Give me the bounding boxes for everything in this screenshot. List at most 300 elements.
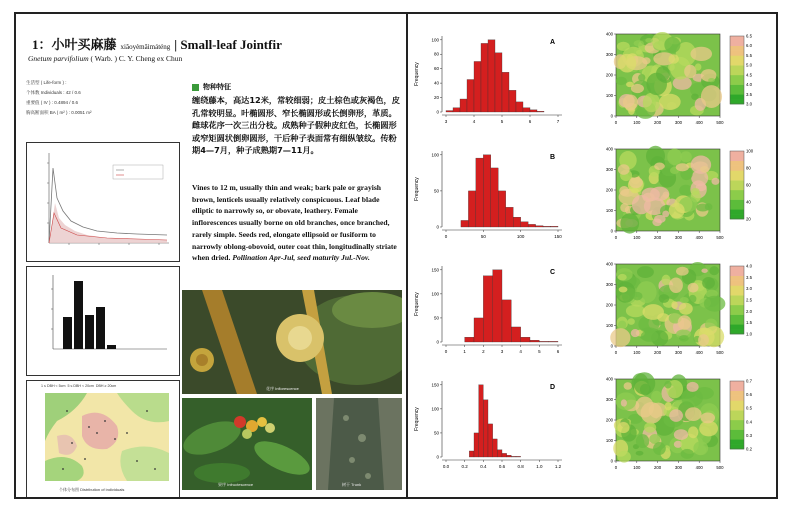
legend-tick-label: 40	[746, 199, 751, 205]
legend-band	[730, 430, 744, 435]
map-patch	[701, 85, 722, 108]
map-x-tick-label: 0	[614, 235, 618, 240]
map-y-tick-label: 300	[605, 52, 613, 57]
map-x-tick-label: 400	[695, 465, 703, 470]
legend-band	[730, 41, 744, 46]
legend-tick-label: 6.5	[746, 33, 752, 39]
map-patch	[620, 213, 639, 234]
legend-tick-label: 4.0	[746, 82, 752, 88]
map-patch	[620, 203, 629, 212]
hist-bar	[502, 72, 509, 112]
hist-ylabel: Frequency	[414, 62, 420, 86]
map-patch	[695, 63, 702, 70]
map-x-tick-label: 0	[614, 120, 618, 125]
map-patch	[644, 422, 656, 432]
trunk-photo	[316, 398, 402, 490]
map-patch	[631, 188, 639, 193]
hist-x-tick-label: 3	[444, 119, 448, 124]
map-y-tick-label: 100	[605, 208, 613, 213]
map-patch	[641, 330, 659, 342]
legend-band	[730, 300, 744, 305]
map-patch	[645, 38, 653, 43]
legend-band	[730, 170, 744, 175]
hist-bar	[511, 456, 516, 457]
map-patch	[676, 267, 689, 276]
fact-individuals: 个体数 Individuals : 42 / 0.6	[26, 90, 81, 95]
map-patch	[664, 381, 671, 389]
hist-y-tick-label: 0	[436, 109, 439, 115]
legend-tick-label: 0.3	[746, 432, 752, 438]
distribution-map	[27, 381, 179, 499]
hist-x-tick-label: 100	[516, 234, 525, 239]
hist-x-tick-label: 150	[554, 234, 562, 239]
hist-y-tick-label: 20	[433, 95, 439, 101]
hist-x-tick-label: 4	[519, 349, 522, 354]
legend-tick-label: 2.5	[746, 297, 752, 303]
map-patch	[610, 328, 630, 347]
map-patch	[659, 94, 681, 110]
legend-tick-label: 4.0	[746, 263, 752, 269]
legend-band	[730, 420, 744, 425]
legend-band	[730, 405, 744, 410]
map-y-tick-label: 0	[610, 228, 613, 234]
map-y-tick-label: 100	[605, 438, 613, 443]
map-y-tick-label: 100	[605, 93, 613, 98]
hist-y-tick-label: 100	[431, 37, 439, 43]
title-pinyin: xiǎoyèmǎimáténg	[120, 43, 171, 51]
map-patch	[626, 305, 645, 318]
legend-tick-label: 3.0	[746, 101, 752, 107]
map-patch	[636, 451, 644, 456]
legend-band	[730, 214, 744, 219]
map-patch	[623, 95, 638, 111]
legend-band	[730, 89, 744, 94]
legend-tick-label: 0.2	[746, 446, 752, 452]
legend-band	[730, 185, 744, 190]
hist-bar	[507, 455, 512, 457]
map-patch	[679, 335, 689, 342]
hist-bar	[460, 99, 467, 112]
map-patch	[618, 54, 636, 73]
map-patch	[691, 188, 700, 195]
hist-bar	[551, 226, 558, 227]
map-y-tick-label: 400	[605, 261, 613, 267]
map-patch	[634, 372, 656, 395]
map-patch	[681, 449, 694, 459]
legend-band	[730, 425, 744, 430]
map-y-tick-label: 200	[605, 187, 613, 193]
line-chart-svg	[27, 143, 179, 261]
legend-band	[730, 94, 744, 99]
map-patch	[628, 318, 635, 325]
map-patch	[676, 163, 689, 171]
scientific-name	[28, 54, 182, 63]
legend-band	[730, 319, 744, 324]
legend-band	[730, 156, 744, 161]
hist-x-tick-label: 3	[500, 349, 504, 354]
hist-bar	[469, 451, 474, 457]
hist-y-tick-label: 50	[433, 188, 439, 194]
hist-bar	[502, 453, 507, 457]
hist-x-tick-label: 0.4	[480, 464, 487, 469]
legend-band	[730, 305, 744, 310]
panel-letter: A	[550, 39, 556, 46]
hist-y-tick-label: 80	[433, 51, 439, 57]
map-x-tick-label: 100	[633, 235, 641, 240]
map-y-tick-label: 0	[610, 458, 613, 464]
photo-caption-inflorescence: 花序 Inflorescence	[266, 386, 299, 391]
legend-tick-label: 80	[746, 165, 751, 171]
map-patch	[636, 50, 642, 55]
legend-band	[730, 55, 744, 60]
hist-x-tick-label: 6	[528, 119, 532, 124]
species-authority: ( Warb. ) C. Y. Cheng ex Chun	[90, 54, 183, 63]
map-patch	[641, 402, 663, 424]
hist-bar	[476, 158, 483, 227]
legend-band	[730, 166, 744, 171]
legend-band	[730, 161, 744, 166]
hist-bar	[502, 300, 511, 342]
hist-bar	[549, 341, 558, 342]
hist-x-tick-label: 4	[472, 119, 476, 124]
hist-bar	[511, 327, 520, 342]
map-x-tick-label: 0	[614, 465, 618, 470]
map-patch	[643, 93, 660, 112]
hist-bar	[528, 224, 535, 227]
map-y-tick-label: 0	[610, 113, 613, 119]
panel-letter: B	[550, 154, 556, 161]
map-patch	[618, 274, 627, 281]
map-patch	[696, 203, 709, 211]
hist-x-tick-label: 1.0	[536, 464, 543, 469]
hist-x-tick-label: 5	[500, 119, 504, 124]
hist-bar	[536, 226, 543, 227]
legend-band	[730, 80, 744, 85]
hist-y-tick-label: 100	[431, 291, 439, 297]
panel-A	[414, 32, 753, 126]
map-patch	[654, 215, 666, 223]
legend-band	[730, 200, 744, 205]
map-x-tick-label: 400	[695, 350, 703, 355]
legend-band	[730, 386, 744, 391]
map-legend-item: 5 ≤ DBH < 20cm	[67, 384, 94, 388]
hist-x-tick-label: 2	[482, 349, 485, 354]
inflorescence-photo	[182, 290, 402, 394]
map-x-tick-label: 300	[674, 350, 682, 355]
map-patch	[668, 54, 679, 64]
map-patch	[700, 166, 709, 173]
map-patch	[711, 178, 719, 185]
map-x-tick-label: 100	[633, 465, 641, 470]
hist-y-tick-label: 50	[433, 430, 439, 436]
hist-x-tick-label: 0	[444, 349, 448, 354]
legend-tick-label: 4.5	[746, 72, 752, 78]
map-patch	[634, 40, 644, 46]
map-patch	[638, 74, 645, 81]
map-x-tick-label: 100	[633, 350, 641, 355]
hist-x-tick-label: 50	[480, 234, 486, 239]
hist-bar	[543, 226, 550, 227]
legend-tick-label: 2.0	[746, 308, 752, 314]
title-english: | Small-leaf Jointfir	[174, 37, 282, 52]
legend-tick-label: 3.0	[746, 286, 752, 292]
section-marker-icon	[192, 84, 199, 91]
legend-tick-label: 3.5	[746, 91, 752, 97]
hist-x-tick-label: 7	[556, 119, 560, 124]
distribution-map-box	[26, 380, 180, 499]
legend-tick-label: 20	[746, 216, 751, 222]
map-patch	[664, 37, 680, 53]
bar	[107, 345, 116, 349]
hist-bar	[468, 191, 475, 227]
hist-bar	[509, 90, 516, 112]
map-patch	[702, 277, 715, 289]
hist-bar	[481, 43, 488, 112]
map-x-tick-label: 500	[716, 465, 724, 470]
legend-band	[730, 70, 744, 75]
map-patch	[709, 266, 719, 275]
map-patch	[665, 402, 672, 411]
description-english-text: Vines to 12 m, usually thin and weak; bark pale or grayish brown, lenticels usually relatively conspicuous. Leaf blade elliptic to narrowly so, or obovate, leathery. Female inflorescences usually borne on old branches, once branched, rarely simple. Seeds red, elongate ellipsoid or fusiform to narrowly oblong-obovoid, outer coat thin, longitudinally striate when dried.	[192, 183, 397, 263]
map-patch	[643, 304, 664, 320]
legend-band	[730, 85, 744, 90]
hist-ylabel: Frequency	[414, 292, 420, 316]
legend-tick-label: 0.5	[746, 405, 752, 411]
map-patch	[690, 47, 712, 61]
legend-tick-label: 1.5	[746, 320, 752, 326]
map-patch	[636, 434, 649, 448]
legend-band	[730, 46, 744, 51]
legend-band	[730, 415, 744, 420]
hist-bar	[483, 400, 488, 457]
legend-band	[730, 65, 744, 70]
hist-bar	[479, 385, 484, 457]
map-y-tick-label: 200	[605, 72, 613, 78]
map-patch	[624, 382, 632, 390]
hist-y-tick-label: 0	[436, 339, 439, 345]
map-y-tick-label: 100	[605, 323, 613, 328]
legend-band	[730, 36, 744, 41]
legend-band	[730, 276, 744, 281]
hist-bar	[537, 111, 544, 112]
description-chinese: 缠绕藤本，高达12米，常较细弱；皮土棕色或灰褐色，皮孔常较明显。叶椭圆形、窄长椭圆形或长倒卵形，革质。雌球花序一次三出分枝。成熟种子假种皮红色，长椭圆形或窄矩圆状倒卵圆形，干后种子表面常有细纵皱纹。传粉期4—7月，种子成熟期7—11月。	[192, 95, 400, 156]
map-patch	[679, 303, 693, 315]
section-heading	[192, 82, 231, 92]
legend-band	[730, 439, 744, 444]
hist-y-tick-label: 0	[436, 454, 439, 460]
map-patch	[659, 294, 670, 303]
hist-bar	[465, 337, 474, 342]
panel-C	[414, 262, 753, 356]
legend-band	[730, 400, 744, 405]
legend-band	[730, 99, 744, 104]
hist-bar	[521, 337, 530, 342]
legend-band	[730, 329, 744, 334]
fact-basal-area: 胸高断面积 BA ( m² ) : 0.0051 m²	[26, 110, 92, 115]
fact-life-form: 生活型 ( Life-form ) :	[26, 80, 67, 85]
left-page	[14, 12, 410, 499]
right-page	[406, 12, 778, 499]
legend-band	[730, 281, 744, 286]
hist-bar	[497, 450, 502, 457]
hist-bar	[453, 108, 460, 112]
map-patch	[693, 441, 708, 455]
legend-band	[730, 381, 744, 386]
hist-y-tick-label: 100	[431, 406, 439, 412]
title-number: 1：小叶买麻藤	[32, 37, 117, 52]
hist-bar	[530, 340, 539, 342]
map-patch	[656, 66, 670, 82]
map-caption: 个体分布图 Distribution of individuals	[59, 487, 125, 492]
legend-band	[730, 396, 744, 401]
legend-band	[730, 180, 744, 185]
legend-tick-label: 5.0	[746, 62, 752, 68]
map-y-tick-label: 300	[605, 282, 613, 287]
hist-bar	[474, 318, 483, 342]
map-patch	[619, 286, 628, 292]
hist-x-tick-label: 1	[463, 349, 466, 354]
hist-bar	[516, 102, 523, 112]
bar	[85, 315, 94, 349]
map-y-tick-label: 400	[605, 146, 613, 152]
legend-band	[730, 324, 744, 329]
hist-y-tick-label: 60	[433, 66, 439, 72]
hist-bar	[461, 220, 468, 227]
legend-band	[730, 290, 744, 295]
map-patch	[616, 77, 627, 85]
map-patch	[688, 426, 698, 438]
legend-band	[730, 151, 744, 156]
hist-x-tick-label: 0.8	[517, 464, 524, 469]
species-title	[32, 34, 282, 53]
legend-tick-label: 0.4	[746, 419, 752, 425]
hist-y-tick-label: 50	[433, 315, 439, 321]
legend-tick-label: 60	[746, 182, 751, 188]
hist-x-tick-label: 0.0	[442, 464, 450, 469]
map-patch	[701, 268, 707, 273]
map-x-tick-label: 200	[654, 235, 662, 240]
map-patch	[631, 329, 640, 337]
map-y-tick-label: 200	[605, 417, 613, 423]
legend-band	[730, 295, 744, 300]
legend-band	[730, 310, 744, 315]
map-patch	[680, 297, 689, 303]
hist-y-tick-label: 0	[436, 224, 439, 230]
map-patch	[631, 84, 644, 93]
panel-D	[414, 372, 753, 470]
legend-band	[730, 195, 744, 200]
map-patch	[669, 409, 683, 422]
map-patch	[680, 151, 692, 162]
map-patch	[684, 65, 696, 79]
legend-band	[730, 75, 744, 80]
hist-bar	[491, 168, 498, 227]
map-patch	[632, 292, 642, 300]
description-english	[192, 182, 402, 264]
size-distribution-line-chart	[26, 142, 180, 262]
hist-x-tick-label: 0.6	[498, 464, 506, 469]
legend-band	[730, 60, 744, 65]
map-patch	[674, 429, 688, 440]
species-name: Gnetum parvifolium	[28, 54, 89, 63]
map-y-tick-label: 400	[605, 376, 613, 382]
legend-band	[730, 190, 744, 195]
legend-band	[730, 444, 744, 449]
map-patch	[637, 266, 654, 278]
photo-caption-infructescence: 果序 Infructescence	[218, 482, 254, 487]
hist-bar	[498, 191, 505, 227]
map-patch	[651, 391, 662, 403]
legend-band	[730, 175, 744, 180]
panel-B	[414, 146, 754, 240]
legend-band	[730, 315, 744, 320]
legend-band	[730, 410, 744, 415]
map-x-tick-label: 200	[654, 120, 662, 125]
hist-ylabel: Frequency	[414, 407, 420, 431]
map-patch	[669, 277, 683, 293]
map-patch	[618, 320, 626, 329]
legend-band	[730, 51, 744, 56]
map-patch	[641, 188, 659, 202]
hist-bar	[474, 61, 481, 112]
map-patch	[667, 148, 682, 165]
hist-bar	[474, 433, 479, 457]
map-x-tick-label: 100	[633, 120, 641, 125]
legend-band	[730, 204, 744, 209]
legend-band	[730, 209, 744, 214]
map-x-tick-label: 300	[674, 235, 682, 240]
map-legend-item: DBH ≥ 20cm	[95, 384, 117, 388]
fact-importance-value: 重要值 ( IV ) : 0.4894 / 0.6	[26, 100, 79, 105]
hist-y-tick-label: 150	[431, 267, 439, 273]
map-patch	[618, 164, 630, 175]
hist-bar	[446, 111, 453, 112]
hist-y-tick-label: 100	[431, 152, 439, 158]
map-x-tick-label: 400	[695, 120, 703, 125]
bar	[74, 281, 83, 349]
hist-ylabel: Frequency	[414, 177, 420, 201]
map-patch	[616, 282, 636, 303]
map-legend-item: 1 ≤ DBH < 5cm	[41, 384, 66, 388]
hist-bar	[539, 341, 548, 342]
map-patch	[617, 422, 629, 433]
map-patch	[621, 399, 627, 406]
map-x-tick-label: 500	[716, 120, 724, 125]
hist-y-tick-label: 40	[433, 80, 439, 86]
hist-bar	[523, 108, 530, 112]
hist-bar	[488, 40, 495, 112]
map-x-tick-label: 200	[654, 465, 662, 470]
hist-bar	[467, 80, 474, 112]
hist-bar	[521, 222, 528, 227]
hist-bar	[495, 53, 502, 112]
hist-x-tick-label: 0	[444, 234, 448, 239]
legend-tick-label: 1.0	[746, 331, 752, 337]
panel-letter: D	[550, 384, 556, 391]
section-heading-text: 物种特征	[203, 84, 231, 91]
panel-letter: C	[550, 269, 556, 276]
map-y-tick-label: 300	[605, 397, 613, 402]
hist-x-tick-label: 1.2	[554, 464, 562, 469]
species-facts	[26, 78, 181, 118]
bar-chart-svg	[27, 267, 179, 375]
description-phenology: Pollination Apr-Jul, seed maturity Jul.-Nov.	[232, 253, 370, 263]
hist-bar	[530, 110, 537, 112]
map-patch	[704, 296, 725, 312]
legend-tick-label: 0.7	[746, 378, 752, 384]
map-x-tick-label: 500	[716, 235, 724, 240]
photo-caption-trunk: 树干 Trunk	[342, 482, 362, 487]
